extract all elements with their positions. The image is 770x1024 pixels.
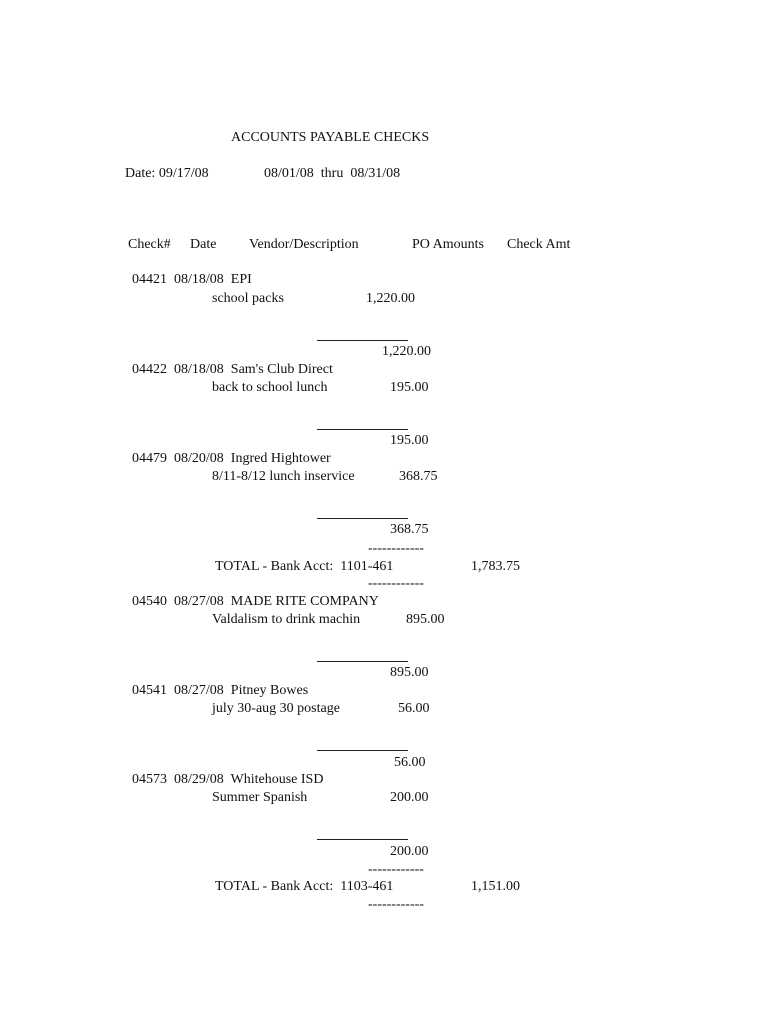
- check-line: 04573 08/29/08 Whitehouse ISD: [132, 772, 324, 787]
- check-subtotal: 1,220.00: [382, 344, 431, 359]
- report-date: Date: 09/17/08: [125, 166, 209, 181]
- subtotal-rule: [317, 661, 408, 662]
- header-vendor: Vendor/Description: [249, 237, 359, 252]
- total-dashes: ------------: [368, 576, 424, 591]
- subtotal-rule: [317, 340, 408, 341]
- check-description: july 30-aug 30 postage: [212, 701, 340, 716]
- report-title: ACCOUNTS PAYABLE CHECKS: [231, 130, 430, 145]
- check-subtotal: 195.00: [390, 433, 429, 448]
- header-date: Date: [190, 237, 217, 252]
- subtotal-rule: [317, 429, 408, 430]
- check-po-amount: 200.00: [390, 790, 429, 805]
- total-dashes: ------------: [368, 897, 424, 912]
- check-subtotal: 56.00: [394, 755, 426, 770]
- check-po-amount: 56.00: [398, 701, 430, 716]
- check-po-amount: 1,220.00: [366, 291, 415, 306]
- check-description: Valdalism to drink machin: [212, 612, 361, 627]
- bank-total-label: TOTAL - Bank Acct: 1103-461: [215, 879, 394, 894]
- check-subtotal: 895.00: [390, 665, 429, 680]
- total-dashes: ------------: [368, 541, 424, 556]
- bank-total-amount: 1,151.00: [471, 879, 520, 894]
- check-po-amount: 195.00: [390, 380, 429, 395]
- subtotal-rule: [317, 839, 408, 840]
- check-line: 04422 08/18/08 Sam's Club Direct: [132, 362, 333, 377]
- total-dashes: ------------: [368, 862, 424, 877]
- check-po-amount: 895.00: [406, 612, 445, 627]
- check-description: Summer Spanish: [212, 790, 308, 805]
- check-line: 04479 08/20/08 Ingred Hightower: [132, 451, 331, 466]
- header-po-amounts: PO Amounts: [412, 237, 484, 252]
- check-po-amount: 368.75: [399, 469, 438, 484]
- check-subtotal: 200.00: [390, 844, 429, 859]
- header-check-amt: Check Amt: [507, 237, 571, 252]
- report-period: 08/01/08 thru 08/31/08: [264, 166, 401, 181]
- bank-total-amount: 1,783.75: [471, 559, 520, 574]
- bank-total-label: TOTAL - Bank Acct: 1101-461: [215, 559, 394, 574]
- check-description: school packs: [212, 291, 284, 306]
- check-description: 8/11-8/12 lunch inservice: [212, 469, 355, 484]
- subtotal-rule: [317, 750, 408, 751]
- header-check-no: Check#: [128, 237, 171, 252]
- check-line: 04421 08/18/08 EPI: [132, 272, 252, 287]
- check-subtotal: 368.75: [390, 522, 429, 537]
- check-line: 04540 08/27/08 MADE RITE COMPANY: [132, 594, 379, 609]
- subtotal-rule: [317, 518, 408, 519]
- check-line: 04541 08/27/08 Pitney Bowes: [132, 683, 309, 698]
- check-description: back to school lunch: [212, 380, 328, 395]
